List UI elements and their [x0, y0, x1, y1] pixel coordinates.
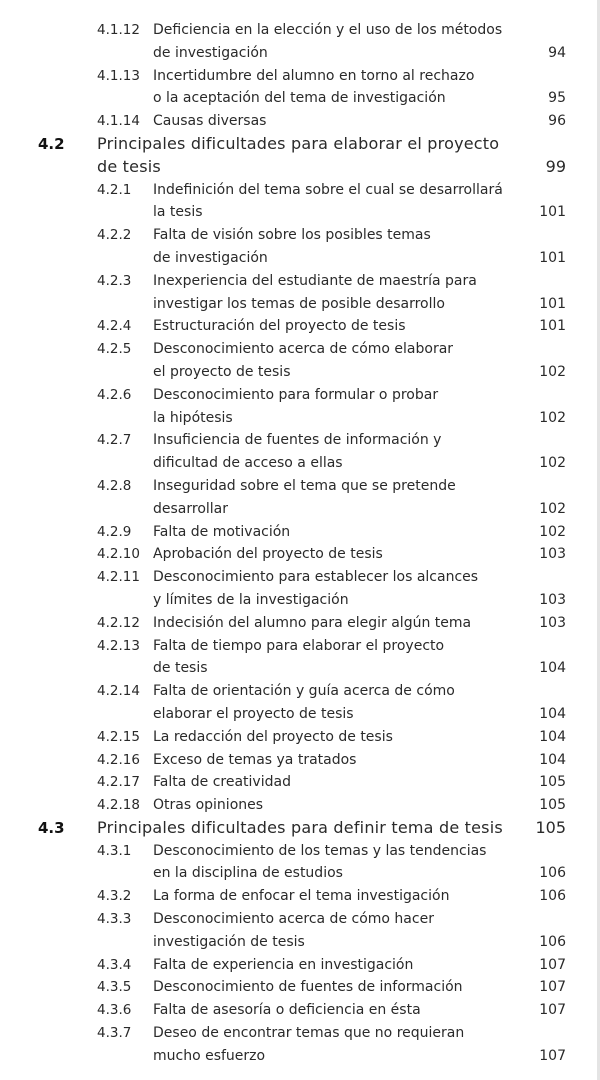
- entry-page-number: 96: [548, 113, 566, 130]
- entry-number: 4.2.5: [97, 341, 132, 358]
- entry-title-line: Incertidumbre del alumno en torno al rechazo: [153, 67, 475, 84]
- entry-number: 4.2.7: [97, 432, 132, 449]
- entry-title-line: Indecisión del alumno para elegir algún tema: [153, 614, 472, 631]
- entry-title-line: el proyecto de tesis: [153, 363, 291, 380]
- entry-number: 4.1.13: [97, 67, 140, 84]
- toc-subsection-entry[interactable]: [0, 475, 600, 521]
- entry-title-line: o la aceptación del tema de investigación: [153, 90, 446, 107]
- toc-subsection-entry[interactable]: [0, 566, 600, 612]
- entry-title-line: y límites de la investigación: [153, 591, 349, 608]
- toc-subsection-entry[interactable]: [0, 19, 600, 65]
- toc-subsection-entry[interactable]: [0, 794, 600, 817]
- toc-subsection-entry[interactable]: [0, 908, 600, 954]
- entry-page-number: 107: [539, 979, 566, 996]
- entry-title-line: Falta de asesoría o deficiencia en ésta: [153, 1002, 421, 1019]
- toc-subsection-entry[interactable]: [0, 543, 600, 566]
- entry-title-line: Principales dificultades para definir tema de tesis: [97, 817, 503, 837]
- entry-title-line: Deseo de encontrar temas que no requieran: [153, 1025, 465, 1042]
- entry-title-line: Desconocimiento de fuentes de información: [153, 979, 463, 996]
- entry-page-number: 101: [539, 295, 566, 312]
- entry-title-line: Desconocimiento de los temas y las tendencias: [153, 842, 487, 859]
- entry-number: 4.2.6: [97, 386, 132, 403]
- entry-number: 4.2.1: [97, 181, 132, 198]
- entry-title-line: Desconocimiento para establecer los alcances: [153, 569, 479, 586]
- entry-number: 4.3.6: [97, 1002, 132, 1019]
- toc-subsection-entry[interactable]: [0, 270, 600, 316]
- entry-title-line: mucho esfuerzo: [153, 1047, 266, 1064]
- entry-title-line: Insuficiencia de fuentes de información y: [153, 432, 442, 449]
- entry-number: 4.2.9: [97, 523, 132, 540]
- entry-number: 4.2.11: [97, 569, 140, 586]
- entry-page-number: 104: [539, 660, 566, 677]
- entry-number: 4.3.3: [97, 911, 132, 928]
- entry-title-line: Desconocimiento acerca de cómo elaborar: [153, 341, 454, 358]
- entry-page-number: 105: [539, 797, 566, 814]
- entry-title-line: Inexperiencia del estudiante de maestría para: [153, 272, 477, 289]
- toc-subsection-entry[interactable]: [0, 680, 600, 726]
- entry-title-line: La forma de enfocar el tema investigación: [153, 888, 450, 905]
- toc-subsection-entry[interactable]: [0, 771, 600, 794]
- entry-title-line: Falta de visión sobre los posibles temas: [153, 227, 431, 244]
- entry-page-number: 95: [548, 90, 566, 107]
- entry-number: 4.2.2: [97, 227, 132, 244]
- entry-number: 4.1.14: [97, 113, 140, 130]
- entry-number: 4.3.2: [97, 888, 132, 905]
- toc-subsection-entry[interactable]: [0, 179, 600, 225]
- entry-title-line: en la disciplina de estudios: [153, 865, 343, 882]
- entry-number: 4.2.18: [97, 797, 140, 814]
- entry-number: 4.2: [38, 134, 65, 153]
- toc-subsection-entry[interactable]: [0, 65, 600, 111]
- entry-page-number: 102: [539, 455, 566, 472]
- entry-title-line: Falta de orientación y guía acerca de cómo: [153, 683, 455, 700]
- entry-page-number: 104: [539, 728, 566, 745]
- entry-number: 4.3.4: [97, 956, 132, 973]
- entry-title-line: Otras opiniones: [153, 797, 264, 814]
- toc-subsection-entry[interactable]: [0, 110, 600, 133]
- toc-subsection-entry[interactable]: [0, 612, 600, 635]
- toc-section-entry[interactable]: [0, 817, 600, 840]
- entry-page-number: 106: [539, 865, 566, 882]
- toc-subsection-entry[interactable]: [0, 338, 600, 384]
- entry-number: 4.2.3: [97, 272, 132, 289]
- entry-page-number: 106: [539, 933, 566, 950]
- toc-subsection-entry[interactable]: [0, 521, 600, 544]
- entry-title-line: Deficiencia en la elección y el uso de los métodos: [153, 22, 503, 38]
- entry-title-line: Principales dificultades para elaborar el proyecto: [97, 133, 500, 153]
- entry-title-line: Aprobación del proyecto de tesis: [153, 546, 383, 563]
- entry-page-number: 107: [539, 956, 566, 973]
- toc-subsection-entry[interactable]: [0, 976, 600, 999]
- entry-title-line: la hipótesis: [153, 409, 233, 426]
- entry-number: 4.2.8: [97, 477, 132, 494]
- toc-subsection-entry[interactable]: [0, 384, 600, 430]
- entry-title-line: Inseguridad sobre el tema que se pretende: [153, 477, 456, 494]
- toc-subsection-entry[interactable]: [0, 749, 600, 772]
- toc-subsection-entry[interactable]: [0, 840, 600, 886]
- entry-page-number: 94: [548, 44, 566, 61]
- toc-subsection-entry[interactable]: [0, 315, 600, 338]
- entry-page-number: 99: [545, 156, 566, 176]
- entry-title-line: Falta de motivación: [153, 523, 291, 540]
- entry-number: 4.2.17: [97, 774, 140, 791]
- entry-page-number: 107: [539, 1047, 566, 1064]
- toc-subsection-entry[interactable]: [0, 635, 600, 681]
- entry-page-number: 102: [539, 523, 566, 540]
- entry-number: 4.2.12: [97, 614, 140, 631]
- entry-page-number: 105: [539, 774, 566, 791]
- entry-title-line: Falta de tiempo para elaborar el proyecto: [153, 637, 445, 654]
- entry-page-number: 106: [539, 888, 566, 905]
- entry-title-line: la tesis: [153, 204, 203, 221]
- entry-title-line: investigación de tesis: [153, 933, 305, 950]
- entry-page-number: 102: [539, 409, 566, 426]
- entry-number: 4.2.16: [97, 751, 140, 768]
- entry-page-number: 101: [539, 204, 566, 221]
- toc-subsection-entry[interactable]: [0, 429, 600, 475]
- entry-page-number: 103: [539, 591, 566, 608]
- entry-page-number: 102: [539, 500, 566, 517]
- entry-title-line: de tesis: [153, 660, 208, 677]
- entry-title-line: elaborar el proyecto de tesis: [153, 705, 354, 722]
- entry-number: 4.3: [38, 818, 65, 837]
- entry-title-line: de tesis: [97, 156, 161, 176]
- entry-title-line: Estructuración del proyecto de tesis: [153, 318, 406, 335]
- entry-page-number: 107: [539, 1002, 566, 1019]
- toc-subsection-entry[interactable]: [0, 224, 600, 270]
- entry-title-line: Falta de experiencia en investigación: [153, 956, 414, 973]
- entry-number: 4.3.7: [97, 1025, 132, 1042]
- entry-page-number: 101: [539, 318, 566, 335]
- entry-page-number: 102: [539, 363, 566, 380]
- toc-subsection-entry[interactable]: [0, 726, 600, 749]
- entry-title-line: de investigación: [153, 44, 268, 61]
- entry-page-number: 104: [539, 705, 566, 722]
- entry-title-line: Desconocimiento acerca de cómo hacer: [153, 911, 434, 928]
- entry-page-number: 101: [539, 249, 566, 266]
- entry-title-line: Causas diversas: [153, 113, 267, 130]
- toc-subsection-entry[interactable]: [0, 1022, 600, 1068]
- entry-number: 4.2.4: [97, 318, 132, 335]
- entry-number: 4.2.13: [97, 637, 140, 654]
- entry-number: 4.1.12: [97, 22, 140, 38]
- entry-title-line: dificultad de acceso a ellas: [153, 455, 343, 472]
- toc-subsection-entry[interactable]: [0, 999, 600, 1022]
- entry-number: 4.2.14: [97, 683, 140, 700]
- entry-number: 4.3.5: [97, 979, 132, 996]
- toc-section-entry[interactable]: [0, 133, 600, 179]
- table-of-contents: [0, 19, 600, 1068]
- entry-number: 4.3.1: [97, 842, 132, 859]
- entry-page-number: 103: [539, 614, 566, 631]
- entry-title-line: Exceso de temas ya tratados: [153, 751, 357, 768]
- toc-subsection-entry[interactable]: [0, 885, 600, 908]
- entry-title-line: desarrollar: [153, 500, 229, 517]
- entry-title-line: Falta de creatividad: [153, 774, 291, 791]
- entry-page-number: 104: [539, 751, 566, 768]
- entry-title-line: Indefinición del tema sobre el cual se desarrollará: [153, 181, 503, 198]
- entry-title-line: La redacción del proyecto de tesis: [153, 728, 393, 745]
- entry-number: 4.2.15: [97, 728, 140, 745]
- entry-number: 4.2.10: [97, 546, 140, 563]
- entry-page-number: 105: [535, 817, 566, 837]
- entry-page-number: 103: [539, 546, 566, 563]
- entry-title-line: Desconocimiento para formular o probar: [153, 386, 439, 403]
- toc-subsection-entry[interactable]: [0, 954, 600, 977]
- entry-title-line: investigar los temas de posible desarrollo: [153, 295, 445, 312]
- entry-title-line: de investigación: [153, 249, 268, 266]
